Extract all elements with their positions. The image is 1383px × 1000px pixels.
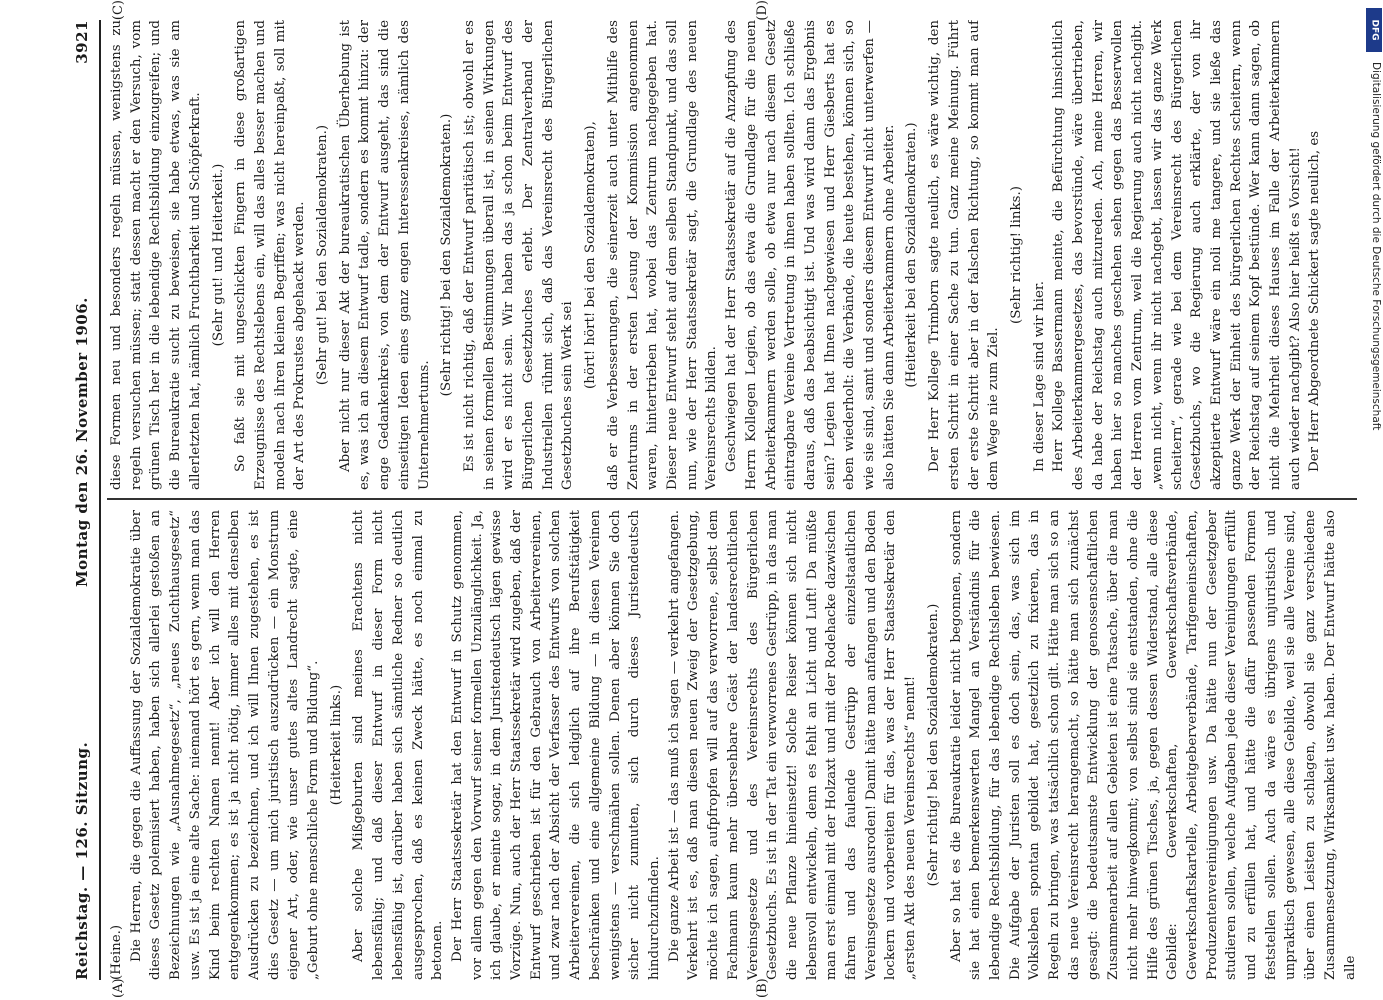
paragraph: Der Herr Kollege Trimborn sagte neulich, es wäre wichtig, den ersten Schritt in einer Sache zu tun. Ganz meine Meinung. Führt der erste Schritt aber in der falschen Richtung, so kommt man auf dem Wege nie zum Ziel. [927, 20, 1002, 490]
margin-marker-a: (A) [111, 978, 126, 998]
interjection: (Sehr gut! bei den Sozialdemokraten.) [315, 124, 331, 386]
margin-marker-d: (D) [755, 0, 770, 21]
dfg-logo-text: DFG [1369, 19, 1380, 41]
paragraph: Aber so hat es die Bureaukratie leider nicht begonnen, sondern sie hat einen bemerkenswerten Mangel an Verständnis für die lebendige Rechtsbildung, für das lebendige Rechtsleben bewiesen. Die Aufgabe der Juristen soll es doch sein, das, was sich im Volksleben spontan gebildet hat, gesetzlich zu fixieren, das in Regeln zu bringen, was tatsächlich schon gilt. Hätte man sich so an das neue Vereinsrecht herangemacht, so hätte man sich zunächst gesagt: die bedeutsamste Entwicklung der genossenschaftlichen Zusammenarbeit auf allen Gebieten ist eine Tatsache, über die man nicht mehr hinwegkommt; von selbst sind sie entstanden, ohne die Hilfe des grünen Tisches, ja, gegen dessen Widerstand, alle diese Gebilde: Gewerkschaften, Gewerkschaftsverbände, Gewerkschaftskartelle, Arbeitgeberverbände, Tarifgemeinschaften, Produzentenvereinigungen usw. Da hätte nun der Gesetzgeber studieren sollen, welche Aufgaben jede dieser Vereinigungen erfüllt und zu erfüllen hat, und hätte die dafür passenden Formen feststellen sollen. Auch da wäre es übrigens unjuristisch und unpraktisch gewesen, alle diese Gebilde, weil sie alle Vereine sind, über einen Leisten zu schlagen, obwohl sie ganz verschiedene Zusammensetzung, Wirksamkeit usw. haben. Der Entwurf hätte also alle [948, 510, 1358, 980]
paragraph: (Heine.) [109, 924, 124, 980]
paragraph: Der Herr Staatssekretär hat den Entwurf in Schutz genommen, vor allem gegen den Vorwurf seiner formellen Unzulänglichkeit. Ja, ich glaube, er meinte sogar, in dem Juristendeutsch lägen gewisse Vorzüge. Nun, auch der Herr Staatssekretär wird zugeben, daß der Entwurf geschrieben ist für den Gebrauch von Arbeitervereinen, und zwar nach der Absicht der Verfasser des Entwurfs von solchen Arbeitervereinen, die sich lediglich auf ihre Berufstätigkeit beschränken und eine allgemeine Bildung — in diesen Vereinen wenigstens — verschmähen sollen. Denen aber können Sie doch sicher nicht zumuten, sich durch dieses Juristendeutsch hindurchzufinden. [449, 510, 662, 980]
page-number: 3921 [73, 20, 91, 64]
interjection: (Sehr gut! und Heiterkeit.) [210, 163, 226, 347]
paragraph: Die Herren, die gegen die Auffassung der Sozialdemokratie über dieses Gesetz polemisiert haben, haben sich allerlei gestoßen an Bezeichnungen wie „Ausnahmegesetz“, „neues Zuchthausgesetz“ usw. Es ist ja eine alte Sache: niemand hört es gern, wenn man das Kind beim rechten Namen nennt! Aber ich will den Herren entgegenkommen; es ist ja nicht nötig, immer alles mit denselben Ausdrücken zu bezeichnen, und ich will Ihnen zugestehen, es ist dies Gesetz — um mich juristisch auszudrücken — ein Monstrum eigener Art, oder, wie unser gutes altes Landrecht sagte, eine „Geburt ohne menschliche Form und Bildung“. [128, 510, 322, 980]
interjection: (Heiterkeit bei den Sozialdemokraten.) [904, 122, 920, 388]
left-column [107, 510, 1365, 980]
paragraph: In dieser Lage sind wir hier. [1031, 280, 1047, 472]
digitization-note-text: Digitalisierung gefördert durch die Deutsche Forschungsgemeinschaft [1370, 62, 1382, 431]
header-date: Montag den 26. November 1906. [73, 297, 91, 587]
paragraph: So faßt sie mit ungeschickten Fingern in diese großartigen Erzeugnisse des Rechtslebens ein, will das alles besser machen und modeln nach ihren kleinen Begriffen; was nicht hereinpaßt, soll mit der Art des Prokrustes abgehackt werden. [233, 20, 308, 490]
paragraph: Herr Kollege Bassermann meinte, die Befürchtung hinsichtlich des Arbeiterkammergesetzes, das bevorstünde, wäre übertrieben, da habe der Reichstag auch mitzureden. Ach, meine Herren, wir haben hier so manches geschehen sehen gegen das Besserwollen der Herren vom Zentrum, weil die Regierung auch nicht nachgibt. „wenn nicht, wenn ihr nicht nachgebt, lassen wir das ganze Werk scheitern“, gerade wie bei dem Vereinsrecht des Bürgerlichen Gesetzbuchs, wo die Regierung auch erklärte, der von ihr akzeptierte Entwurf wäre ein noli me tangere, und sie ließe das ganze Werk der Einheit des bürgerlichen Rechtes scheitern, wenn der Reichstag auf seinem Kopf bestünde. Wer kann dann sagen, ob nicht die Mehrheit dieses Hauses im Falle der Arbeiterkammern auch wieder nachgibt? Also hier heißt es Vorsicht! [1051, 20, 1303, 490]
header-session: Reichstag. — 126. Sitzung. [73, 741, 91, 980]
paragraph: diese Formen neu und besonders regeln müssen, wenigstens zu regeln versuchen müssen; statt dessen macht er den Versuch, vom grünen Tisch her in die lebendige Rechtsbildung einzugreifen; und die Bureaukratie sucht zu beweisen, sie habe etwas, was sie am allerletzten hat, nämlich Fruchtbarkeit und Schöpferkraft. [109, 20, 203, 490]
margin-marker-b: (B) [755, 978, 770, 998]
right-column [107, 20, 1365, 490]
paragraph: Es ist nicht richtig, daß der Entwurf paritätisch ist; obwohl er es in seinen formellen Bestimmungen überall ist, in seinen Wirkungen wird er es nicht sein. Wir haben das ja schon beim Entwurf des Bürgerlichen Gesetzbuches erlebt. Der Zentralverband der Industriellen rühmt sich, daß das Vereinsrecht des Bürgerlichen Gesetzbuches sein Werk sei [461, 20, 576, 490]
paragraph: Der Herr Abgeordnete Schickert sagte neulich, es [1307, 130, 1323, 472]
header-rule [99, 20, 101, 980]
paragraph: Geschwiegen hat der Herr Staatssekretär auf die Anzapfung des Herrn Kollegen Legien, ob das etwa die Grundlage für die neuen Arbeiterkammern werden solle, ob etwa nur nach diesem Gesetz eintragbare Vereine Vertretung in ihnen haben sollten. Ich schließe daraus, daß das beabsichtigt ist. Und was wird dann das Ergebnis sein? Legien hat Ihnen nachgewiesen und Herr Giesberts hat es eben wiederholt: die Verbände, die heute bestehen, können sich, so wie sie sind, samt und sonders diesem Entwurf nicht unterwerfen — also hätten Sie dann Arbeiterkammern ohne Arbeiter. [724, 20, 897, 490]
interjection: (Sehr richtig! links.) [1008, 186, 1024, 324]
interjection: (hört! hört! bei den Sozialdemokraten), [583, 121, 599, 389]
interjection: (Heiterkeit links.) [328, 684, 344, 806]
paragraph: Aber solche Mißgeburten sind meines Erachtens nicht lebensfähig; und daß dieser Entwurf in dieser Form nicht lebensfähig ist, darüber haben sich sämtliche Redner so deutlich ausgesprochen, daß es keinen Zweck hätte, es noch einmal zu betonen. [351, 510, 446, 980]
rotated-page [55, 0, 1365, 1000]
interjection: (Sehr richtig! bei den Sozialdemokraten.) [925, 603, 941, 887]
margin-marker-c: (C) [111, 0, 126, 21]
page-header [55, 20, 91, 980]
paragraph: daß er die Verbesserungen, die seinerzeit auch unter Mithilfe des Zentrums in der ersten Lesung der Kommission angenommen waren, hintertrieben hat, wobei das Zentrum nachgegeben hat. Dieser neue Entwurf steht auf dem selben Standpunkt, und das soll nun, wie der Herr Staatssekretär sagt, die Grundlage des neuen Vereinsrechts bilden. [605, 20, 720, 490]
column-divider [107, 498, 1357, 500]
digitization-note [1362, 0, 1382, 1000]
interjection: (Sehr richtig! bei den Sozialdemokraten.) [439, 113, 455, 397]
paragraph: Aber nicht nur dieser Akt der bureaukratischen Überhebung ist es, was ich an diesem Entwurf tadle, sondern es kommt hinzu: der enge Gedankenkreis, von dem der Entwurf ausgeht, das sind die einseitigen Ideen eines ganz engen Interessenkreises, nämlich des Unternehmertums. [337, 20, 432, 490]
paragraph: Die ganze Arbeit ist — das muß ich sagen — verkehrt angefangen. Verkehrt ist es, daß man diesen neuen Zweig der Gesetzgebung, möchte ich sagen, aufpfropfen will auf das verworrene, selbst dem Fachmann kaum mehr übersehbare Geäst der landesrechtlichen Vereinsgesetze und des Vereinsrechts des Bürgerlichen Gesetzbuchs. Es ist in der Tat ein verworrenes Gestrüpp, in das man die neue Pflanze hineinsetzt! Solche Reiser können sich nicht lebensvoll entwickeln, denn es fehlt an Licht und Luft! Da müßte man erst einmal mit der Holzaxt und mit der Rodehacke dazwischen fahren und das faulende Gestrüpp der einzelstaatlichen Vereinsgesetze ausroden! Damit hätte man anfangen und den Boden lockern und vorbereiten für das, was der Herr Staatssekretär den „ersten Akt des neuen Vereinsrechts“ nennt! [666, 510, 919, 980]
